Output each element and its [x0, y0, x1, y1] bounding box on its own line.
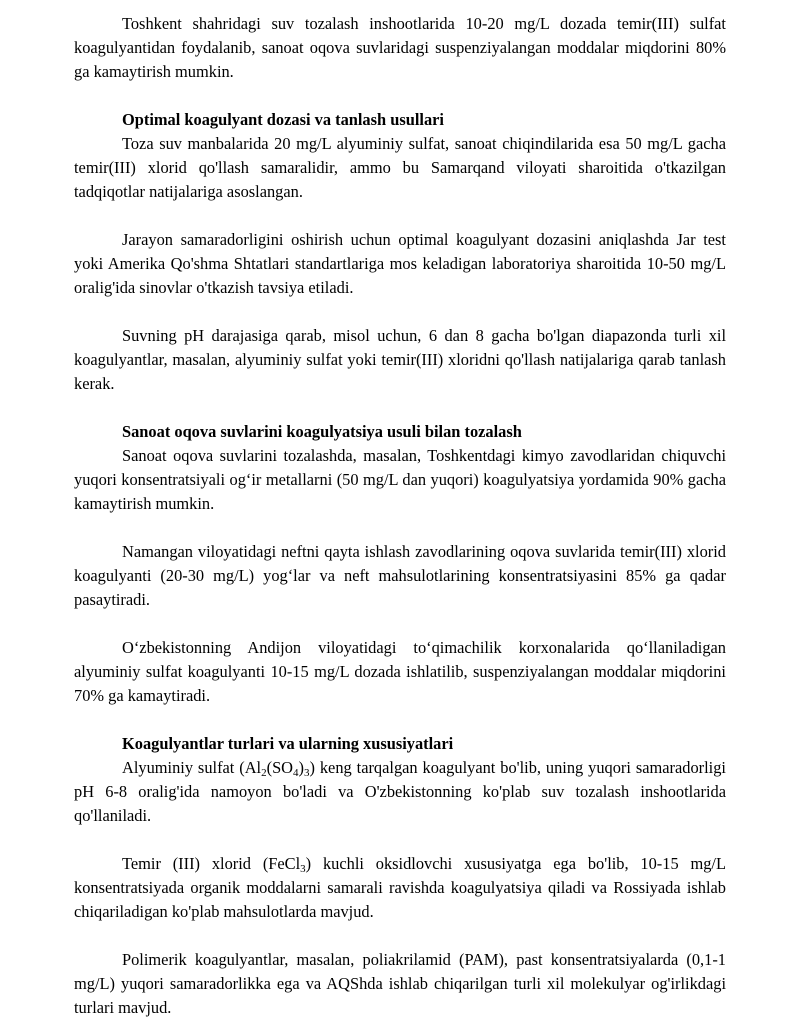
subscript: 4: [293, 767, 299, 779]
paragraph-9: [74, 852, 726, 924]
paragraph-3: Jarayon samaradorligini oshirish uchun optimal koagulyant dozasini aniqlashda Jar test yoki Amerika Qo'shma Shtatlari standartlariga mos keladigan laboratoriya sharoitida 10-50 mg/L oralig'ida sinovlar o'tkazish tavsiya etiladi.: [74, 230, 726, 297]
subscript: 3: [304, 767, 310, 779]
paragraph-6: Namangan viloyatidagi neftni qayta ishlash zavodlarining oqova suvlarida temir(III) xlorid koagulyanti (20-30 mg/L) yog‘lar va neft mahsulotlarining konsentratsiyasini 85% ga qadar pasaytiradi.: [74, 542, 726, 609]
paragraph-8-text-b: (SO: [266, 758, 294, 777]
heading-coagulant-types: Koagulyantlar turlari va ularning xususiyatlari: [122, 734, 454, 753]
heading-industrial-wastewater: Sanoat oqova suvlarini koagulyatsiya usuli bilan tozalash: [122, 422, 522, 441]
paragraph-10: Polimerik koagulyantlar, masalan, poliakrilamid (PAM), past konsentratsiyalarda (0,1-1 mg/L) yuqori samaradorlikka ega va AQShda ishlab chiqarilgan turli xil molekulyar og'irlikdagi turlari mavjud.: [74, 950, 726, 1017]
heading-optimal-dose: Optimal koagulyant dozasi va tanlash usullari: [122, 110, 444, 129]
subscript: 2: [261, 767, 267, 779]
paragraph-8: [74, 756, 726, 828]
paragraph-8-text-c: ): [298, 758, 304, 777]
paragraph-9-text-a: Temir (III) xlorid (FeCl: [122, 854, 301, 873]
paragraph-8-text-d: ) keng tarqalgan koagulyant bo'lib, uning yuqori samaradorligi pH 6-8 oralig'ida namoyon bo'ladi va O'zbekistonning ko'plab suv tozalash inshootlarida qo'llaniladi.: [74, 758, 726, 825]
paragraph-8-text-a: Alyuminiy sulfat (Al: [122, 758, 262, 777]
paragraph-5: Sanoat oqova suvlarini tozalashda, masalan, Toshkentdagi kimyo zavodlaridan chiquvchi yuqori konsentratsiyali og‘ir metallarni (50 mg/L dan yuqori) koagulyatsiya yordamida 90% gacha kamaytirish mumkin.: [74, 446, 726, 513]
subscript: 3: [300, 863, 306, 875]
paragraph-9-text-b: ) kuchli oksidlovchi xususiyatga ega bo'lib, 10-15 mg/L konsentratsiyada organik moddalarni samarali ravishda koagulyatsiya qiladi va Rossiyada ishlab chiqariladigan ko'plab mahsulotlarda mavjud.: [74, 854, 726, 921]
paragraph-4: Suvning pH darajasiga qarab, misol uchun, 6 dan 8 gacha bo'lgan diapazonda turli xil koagulyantlar, masalan, alyuminiy sulfat yoki temir(III) xloridni qo'llash natijalariga qarab tanlash kerak.: [74, 326, 726, 393]
paragraph-1: Toshkent shahridagi suv tozalash inshootlarida 10-20 mg/L dozada temir(III) sulfat koagulyantidan foydalanib, sanoat oqova suvlaridagi suspenziyalangan moddalar miqdorini 80% ga kamaytirish mumkin.: [74, 14, 726, 81]
paragraph-2: Toza suv manbalarida 20 mg/L alyuminiy sulfat, sanoat chiqindilarida esa 50 mg/L gacha temir(III) xlorid qo'llash samaralidir, ammo bu Samarqand viloyati sharoitida o'tkazilgan tadqiqotlar natijalariga asoslangan.: [74, 134, 726, 201]
paragraph-7: O‘zbekistonning Andijon viloyatidagi to‘qimachilik korxonalarida qo‘llaniladigan alyuminiy sulfat koagulyanti 10-15 mg/L dozada ishlatilib, suspenziyalangan moddalar miqdorini 70% ga kamaytiradi.: [74, 638, 726, 705]
